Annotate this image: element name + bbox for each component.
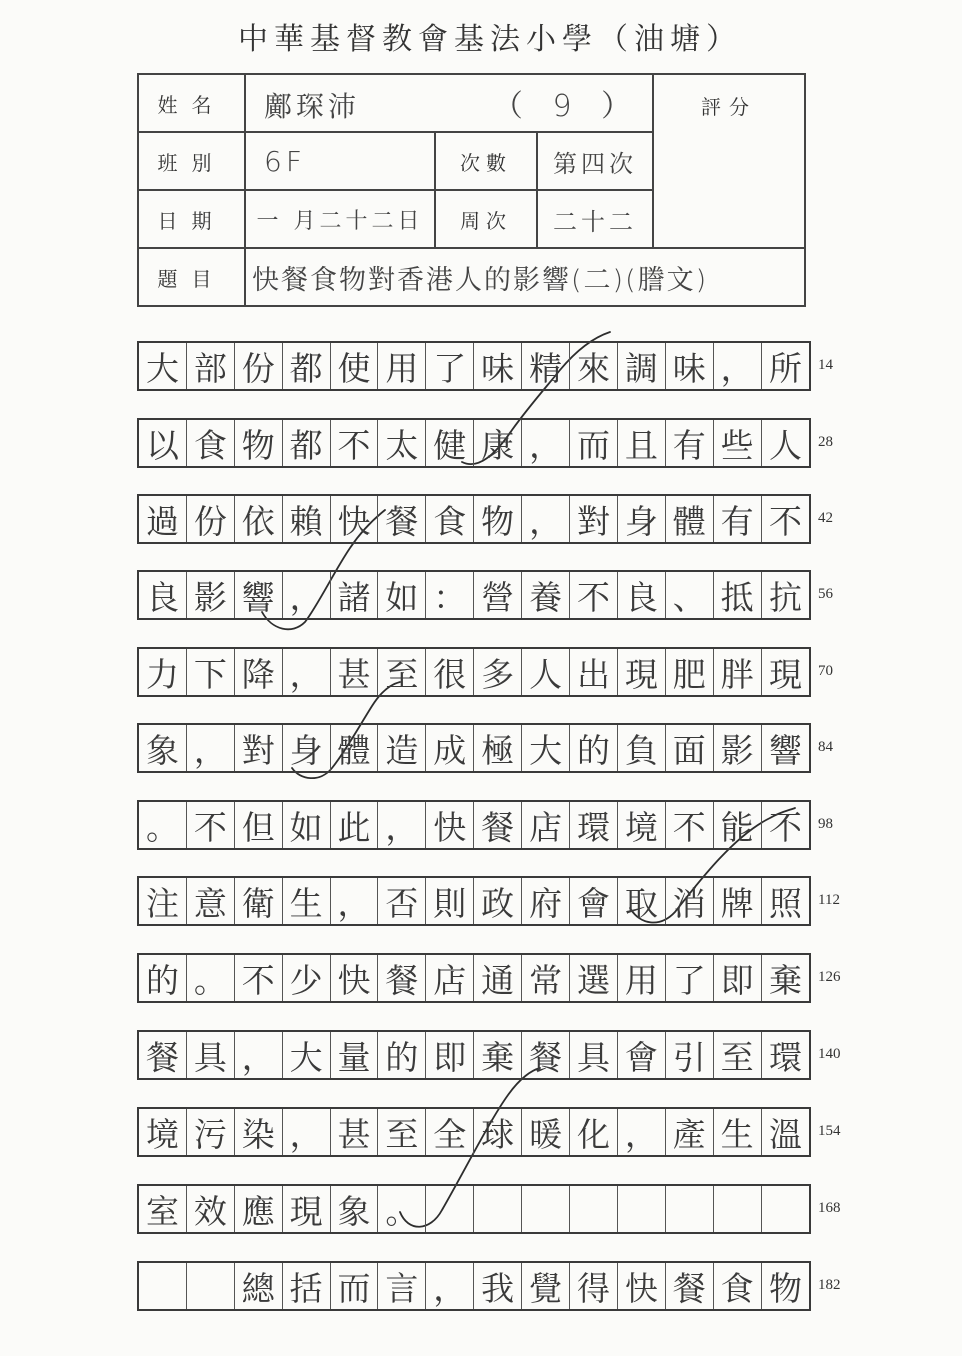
grid-cell: 覺 [522, 1263, 570, 1309]
score-label: 評分 [701, 95, 757, 119]
grid-cell [426, 1186, 474, 1232]
grid-cell: ， [426, 1263, 474, 1309]
grid-cell: 具 [187, 1032, 235, 1078]
grid-cell: 有 [714, 496, 762, 542]
grid-cell: 環 [769, 1037, 803, 1077]
grid-cell: 境 [618, 802, 666, 848]
grid-cell: 我 [474, 1263, 522, 1309]
row-character-count: 168 [818, 1200, 841, 1216]
grid-cell: 如 [378, 572, 426, 618]
grid-cell: 胖 [714, 649, 762, 695]
grid-cell: ， [618, 1109, 666, 1155]
grid-cell: 即 [426, 1032, 474, 1078]
grid-cell: 大 [283, 1032, 331, 1078]
grid-cell: 餐 [378, 955, 426, 1001]
grid-cell: 不 [187, 802, 235, 848]
grid-cell: 污 [187, 1109, 235, 1155]
grid-cell: 溫 [769, 1114, 803, 1154]
grid-cell: 至 [378, 1109, 426, 1155]
grid-cell: 餐 [666, 1263, 714, 1309]
grid-cell: 產 [666, 1109, 714, 1155]
grid-cell: 至 [378, 649, 426, 695]
grid-cell: 少 [283, 955, 331, 1001]
grid-cell: 選 [570, 955, 618, 1001]
grid-cell: 體 [666, 496, 714, 542]
grid-cell: 如 [283, 802, 331, 848]
grid-cell: 能 [714, 802, 762, 848]
grid-cell: 店 [522, 802, 570, 848]
grid-cell: ， [522, 420, 570, 466]
grid-cell: 營 [474, 572, 522, 618]
grid-cell: 店 [426, 955, 474, 1001]
grid-cell: 至 [714, 1032, 762, 1078]
grid-cell: 象 [331, 1186, 379, 1232]
grid-cell: 身 [618, 496, 666, 542]
grid-cell: 物 [235, 420, 283, 466]
grid-cell: 、 [666, 572, 714, 618]
grid-cell: 大 [522, 725, 570, 771]
grid-cell: 都 [283, 343, 331, 389]
grid-cell: 降 [235, 649, 283, 695]
grid-cell [187, 1263, 235, 1309]
grid-cell: 用 [618, 955, 666, 1001]
grid-cell: 餐 [522, 1032, 570, 1078]
grid-cell: 諸 [331, 572, 379, 618]
row-character-count: 112 [818, 892, 840, 908]
grid-cell: 照 [769, 883, 803, 923]
grid-cell: 的 [378, 1032, 426, 1078]
grid-cell: 生 [714, 1109, 762, 1155]
grid-row [137, 1184, 811, 1234]
grid-cell: 意 [187, 878, 235, 924]
grid-cell: 現 [618, 649, 666, 695]
grid-cell [522, 1186, 570, 1232]
grid-cell: 極 [474, 725, 522, 771]
grid-cell: ， [714, 343, 762, 389]
grid-cell: 快 [618, 1263, 666, 1309]
grid-cell: 總 [235, 1263, 283, 1309]
grid-cell: 政 [474, 878, 522, 924]
grid-cell: 了 [666, 955, 714, 1001]
grid-cell: 食 [187, 420, 235, 466]
grid-cell: ， [378, 802, 426, 848]
grid-row [137, 647, 811, 697]
grid-cell [474, 1186, 522, 1232]
grid-row [137, 570, 811, 620]
grid-cell: 會 [618, 1032, 666, 1078]
grid-cell: 府 [522, 878, 570, 924]
grid-cell: 了 [426, 343, 474, 389]
grid-cell: 甚 [331, 1109, 379, 1155]
grid-cell: 球 [474, 1109, 522, 1155]
grid-cell: 對 [570, 496, 618, 542]
grid-cell: 康 [474, 420, 522, 466]
grid-cell: 的 [139, 955, 187, 1001]
grid-cell: 但 [235, 802, 283, 848]
grid-cell: 響 [769, 730, 803, 770]
week-label: 周次 [435, 190, 537, 248]
grid-cell: 物 [769, 1268, 803, 1308]
grid-cell: 而 [331, 1263, 379, 1309]
grid-cell: 養 [522, 572, 570, 618]
grid-cell: 。 [378, 1186, 426, 1232]
grid-cell: 都 [283, 420, 331, 466]
grid-cell: 現 [769, 654, 803, 694]
grid-cell: 造 [378, 725, 426, 771]
grid-cell: 棄 [474, 1032, 522, 1078]
grid-cell: 物 [474, 496, 522, 542]
grid-cell: 快 [331, 955, 379, 1001]
grid-cell: ， [331, 878, 379, 924]
class-label: 班別 [138, 132, 245, 190]
grid-cell: 消 [666, 878, 714, 924]
class-value: 6F [245, 132, 435, 190]
grid-cell: 精 [522, 343, 570, 389]
grid-cell: 常 [522, 955, 570, 1001]
grid-cell: 即 [714, 955, 762, 1001]
attempt-label: 次數 [435, 132, 537, 190]
grid-cell: 影 [187, 572, 235, 618]
grid-cell: 肥 [666, 649, 714, 695]
grid-cell: 不 [769, 501, 803, 541]
topic-label: 題目 [138, 248, 245, 306]
grid-cell: 會 [570, 878, 618, 924]
grid-cell: 對 [235, 725, 283, 771]
grid-cell: 。 [187, 955, 235, 1001]
grid-cell: 味 [474, 343, 522, 389]
grid-cell: ， [283, 572, 331, 618]
grid-cell: 份 [187, 496, 235, 542]
row-character-count: 140 [818, 1046, 841, 1062]
grid-cell: ， [235, 1032, 283, 1078]
student-info-table [137, 73, 806, 307]
grid-cell: 環 [570, 802, 618, 848]
grid-cell: 以 [139, 420, 187, 466]
date-label: 日期 [138, 190, 245, 248]
grid-cell: 則 [426, 878, 474, 924]
grid-cell: 人 [769, 425, 803, 465]
grid-cell: 賴 [283, 496, 331, 542]
grid-row [137, 341, 811, 391]
class-number: （ 9 ） [492, 89, 642, 124]
grid-cell: 應 [235, 1186, 283, 1232]
grid-cell: 影 [714, 725, 762, 771]
grid-cell: 。 [139, 802, 187, 848]
grid-row [137, 876, 811, 926]
grid-cell [139, 1263, 187, 1309]
grid-cell: 象 [139, 725, 187, 771]
grid-cell: 不 [769, 807, 803, 847]
grid-row [137, 418, 811, 468]
grid-cell: 食 [714, 1263, 762, 1309]
grid-cell: ， [522, 496, 570, 542]
grid-cell: 使 [331, 343, 379, 389]
grid-row [137, 953, 811, 1003]
grid-cell: ： [426, 572, 474, 618]
grid-cell: 負 [618, 725, 666, 771]
grid-cell: 暖 [522, 1109, 570, 1155]
grid-cell: 得 [570, 1263, 618, 1309]
grid-cell: 出 [570, 649, 618, 695]
grid-cell: 甚 [331, 649, 379, 695]
grid-cell: 面 [666, 725, 714, 771]
grid-cell [666, 1186, 714, 1232]
grid-cell: 味 [666, 343, 714, 389]
grid-cell: 不 [570, 572, 618, 618]
grid-cell: 注 [139, 878, 187, 924]
grid-cell: 響 [235, 572, 283, 618]
grid-cell: 否 [378, 878, 426, 924]
grid-cell: 通 [474, 955, 522, 1001]
grid-cell: 取 [618, 878, 666, 924]
grid-cell: 量 [331, 1032, 379, 1078]
grid-cell: 良 [139, 572, 187, 618]
grid-cell: 餐 [474, 802, 522, 848]
grid-cell: 而 [570, 420, 618, 466]
grid-cell: 全 [426, 1109, 474, 1155]
row-character-count: 182 [818, 1277, 841, 1293]
grid-cell: 調 [618, 343, 666, 389]
grid-cell: 份 [235, 343, 283, 389]
grid-cell: 不 [331, 420, 379, 466]
grid-cell: 快 [426, 802, 474, 848]
grid-cell: 的 [570, 725, 618, 771]
name-value: 鄺琛沛 [264, 90, 361, 123]
grid-cell: 依 [235, 496, 283, 542]
score-cell [653, 74, 805, 248]
grid-cell: 餐 [378, 496, 426, 542]
grid-cell: 染 [235, 1109, 283, 1155]
grid-cell: 人 [522, 649, 570, 695]
row-character-count: 42 [818, 510, 833, 526]
grid-cell: ， [187, 725, 235, 771]
grid-cell: 太 [378, 420, 426, 466]
grid-cell: 不 [235, 955, 283, 1001]
week-value: 二十二 [537, 190, 653, 248]
grid-cell: ， [283, 649, 331, 695]
grid-cell: 用 [378, 343, 426, 389]
grid-cell: 良 [618, 572, 666, 618]
grid-cell: 抵 [714, 572, 762, 618]
grid-cell: 過 [139, 496, 187, 542]
grid-cell: 體 [331, 725, 379, 771]
grid-cell: 生 [283, 878, 331, 924]
grid-cell: 健 [426, 420, 474, 466]
grid-cell: 化 [570, 1109, 618, 1155]
school-title: 中華基督教會基法小學（油塘） [238, 22, 742, 57]
grid-cell: 室 [139, 1186, 187, 1232]
row-character-count: 14 [818, 357, 833, 373]
grid-cell: 很 [426, 649, 474, 695]
grid-cell [618, 1186, 666, 1232]
grid-cell: 棄 [769, 960, 803, 1000]
grid-cell: 多 [474, 649, 522, 695]
grid-cell: 些 [714, 420, 762, 466]
grid-cell: 不 [666, 802, 714, 848]
grid-row [137, 1261, 811, 1311]
grid-cell: 境 [139, 1109, 187, 1155]
grid-cell [714, 1186, 762, 1232]
grid-cell: 括 [283, 1263, 331, 1309]
grid-cell: 牌 [714, 878, 762, 924]
grid-cell: 部 [187, 343, 235, 389]
grid-row [137, 800, 811, 850]
grid-cell: 餐 [139, 1032, 187, 1078]
grid-cell: 成 [426, 725, 474, 771]
grid-cell: 衛 [235, 878, 283, 924]
grid-row [137, 723, 811, 773]
grid-cell: 此 [331, 802, 379, 848]
grid-cell: 抗 [769, 577, 803, 617]
grid-cell: 現 [283, 1186, 331, 1232]
name-label: 姓名 [138, 74, 245, 132]
grid-cell: 食 [426, 496, 474, 542]
grid-cell [570, 1186, 618, 1232]
row-character-count: 28 [818, 434, 833, 450]
grid-cell: ， [283, 1109, 331, 1155]
attempt-value: 第四次 [537, 132, 653, 190]
grid-cell: 大 [139, 343, 187, 389]
grid-cell: 身 [283, 725, 331, 771]
grid-cell: 效 [187, 1186, 235, 1232]
grid-row [137, 494, 811, 544]
row-character-count: 56 [818, 586, 833, 602]
topic-value: 快餐食物對香港人的影響(二)(謄文) [245, 248, 805, 306]
row-character-count: 98 [818, 816, 833, 832]
grid-cell: 有 [666, 420, 714, 466]
grid-cell: 且 [618, 420, 666, 466]
row-character-count: 126 [818, 969, 841, 985]
grid-cell: 來 [570, 343, 618, 389]
grid-cell: 下 [187, 649, 235, 695]
grid-row [137, 1107, 811, 1157]
grid-cell: 所 [769, 348, 803, 388]
grid-cell: 言 [378, 1263, 426, 1309]
grid-cell: 快 [331, 496, 379, 542]
grid-cell: 引 [666, 1032, 714, 1078]
row-character-count: 70 [818, 663, 833, 679]
grid-cell [762, 1186, 810, 1232]
grid-cell: 力 [139, 649, 187, 695]
grid-cell: 具 [570, 1032, 618, 1078]
row-character-count: 84 [818, 739, 833, 755]
row-character-count: 154 [818, 1123, 841, 1139]
name-cell [245, 74, 653, 132]
date-value: 一 月二十二日 [245, 190, 435, 248]
grid-row [137, 1030, 811, 1080]
